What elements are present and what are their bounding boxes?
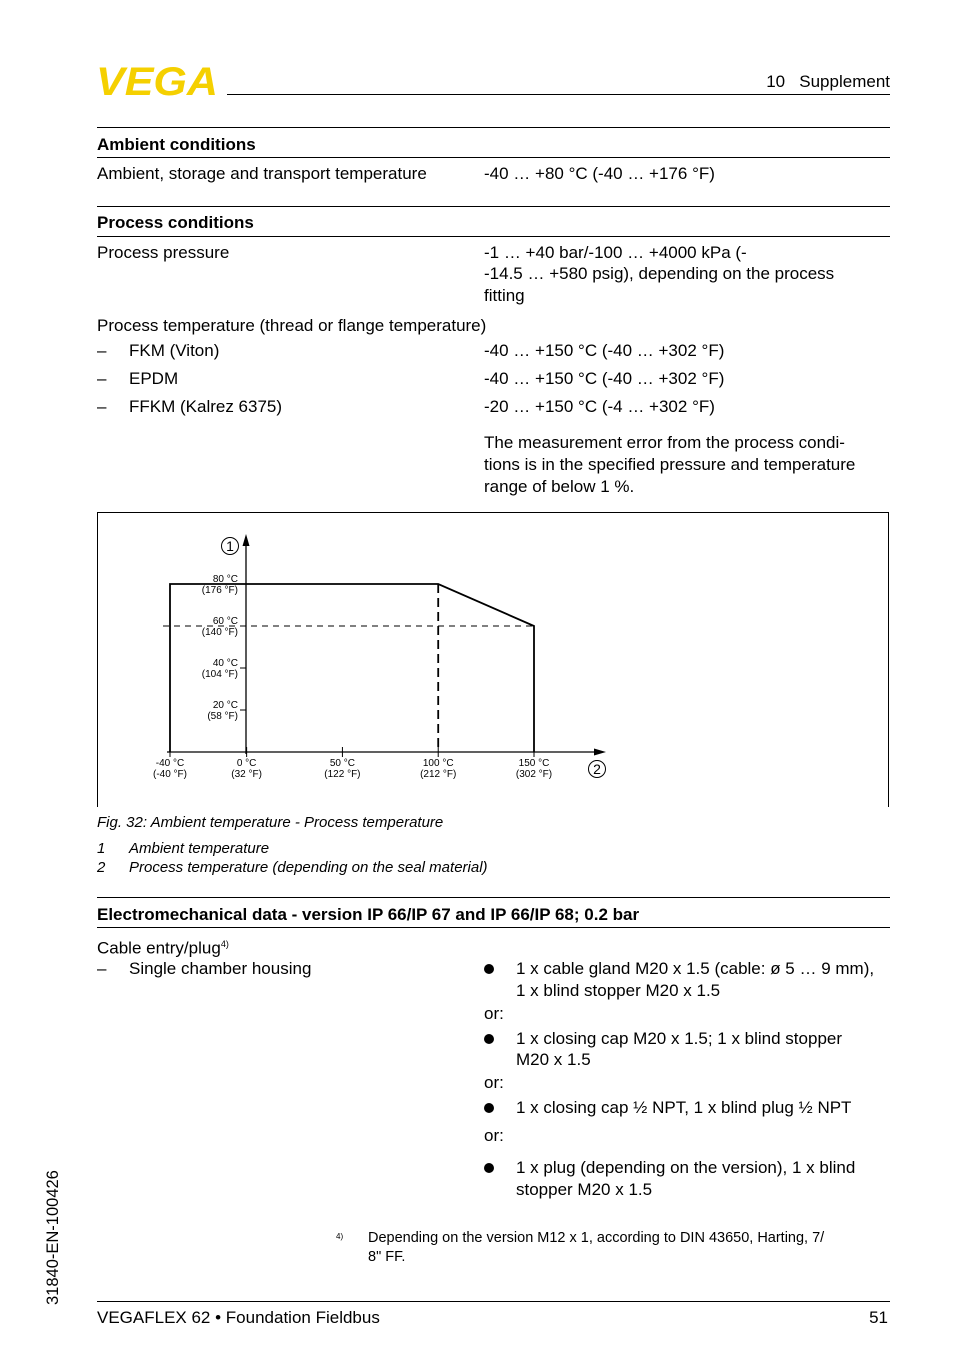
measurement-note-line2: tions is in the specified pressure and temperature bbox=[484, 455, 856, 474]
legend-num-2: 2 bbox=[97, 859, 106, 876]
measurement-note-line1: The measurement error from the process condi- bbox=[484, 433, 845, 452]
x-tick-label-celsius: -40 °C bbox=[155, 758, 185, 769]
cable-entry-label bbox=[97, 933, 229, 960]
y-tick-label-celsius: 20 °C bbox=[212, 700, 238, 711]
pressure-label: Process pressure bbox=[97, 243, 230, 262]
y-tick-label bbox=[178, 616, 238, 638]
x-tick-label-fahrenheit: (32 °F) bbox=[231, 769, 262, 780]
bullet-icon bbox=[484, 1034, 494, 1044]
y-tick-label-fahrenheit: (140 °F) bbox=[201, 627, 238, 638]
option-3-line1: 1 x closing cap ½ NPT, 1 x blind plug ½ NPT bbox=[516, 1098, 852, 1117]
y-tick-label-fahrenheit: (58 °F) bbox=[207, 711, 238, 722]
list-dash: – bbox=[97, 959, 107, 978]
marker-1: 1 bbox=[221, 537, 239, 555]
housing-label: Single chamber housing bbox=[129, 959, 312, 978]
divider bbox=[97, 127, 890, 128]
x-axis-arrow bbox=[594, 749, 606, 756]
chart-axes bbox=[167, 534, 606, 756]
vega-logo bbox=[96, 64, 220, 98]
or-label: or: bbox=[484, 1004, 504, 1023]
ambient-label: Ambient, storage and transport temperature bbox=[97, 164, 427, 183]
bullet-icon bbox=[484, 964, 494, 974]
option-4-line2: stopper M20 x 1.5 bbox=[516, 1180, 653, 1199]
divider bbox=[97, 236, 890, 237]
x-tick-label bbox=[398, 758, 478, 780]
divider bbox=[97, 206, 890, 207]
legend-text-1: Ambient temperature bbox=[129, 840, 270, 857]
x-tick-label-celsius: 0 °C bbox=[236, 758, 257, 769]
measurement-note-line3: range of below 1 %. bbox=[484, 477, 635, 496]
y-tick-label-fahrenheit: (104 °F) bbox=[201, 669, 238, 680]
y-axis-arrow bbox=[243, 534, 250, 546]
section-title: 10 Supplement bbox=[766, 72, 890, 91]
option-1-line1: 1 x cable gland M20 x 1.5 (cable: ø 5 … 9 mm), bbox=[516, 959, 875, 978]
legend-num-1: 1 bbox=[97, 840, 106, 857]
figure-caption: Fig. 32: Ambient temperature - Process temperature bbox=[97, 814, 444, 831]
option-2-line2: M20 x 1.5 bbox=[516, 1050, 591, 1069]
y-tick-label bbox=[178, 574, 238, 596]
x-tick-label-fahrenheit: (302 °F) bbox=[515, 769, 553, 780]
footnote-mark: 4) bbox=[336, 1232, 344, 1241]
x-tick-label bbox=[494, 758, 574, 780]
seal-value-fkm: -40 … +150 °C (-40 … +302 °F) bbox=[484, 341, 725, 360]
seal-value-epdm: -40 … +150 °C (-40 … +302 °F) bbox=[484, 369, 725, 388]
pressure-value-line2: -14.5 … +580 psig), depending on the process bbox=[484, 264, 835, 283]
y-tick-label-celsius: 80 °C bbox=[212, 574, 238, 585]
process-temp-label: Process temperature (thread or flange temperature) bbox=[97, 316, 487, 335]
x-tick-label-celsius: 50 °C bbox=[329, 758, 355, 769]
y-tick-label-celsius: 40 °C bbox=[212, 658, 238, 669]
seal-name-epdm: EPDM bbox=[129, 369, 179, 388]
x-tick-label-celsius: 150 °C bbox=[518, 758, 550, 769]
x-tick-label bbox=[207, 758, 287, 780]
option-2-line1: 1 x closing cap M20 x 1.5; 1 x blind stopper bbox=[516, 1029, 843, 1048]
or-label: or: bbox=[484, 1126, 504, 1145]
footnote-ref: 4) bbox=[220, 939, 229, 949]
footer-doc-title: VEGAFLEX 62 • Foundation Fieldbus bbox=[97, 1308, 380, 1327]
divider bbox=[97, 897, 890, 898]
legend-text-2: Process temperature (depending on the seal material) bbox=[129, 859, 488, 876]
logo-text: VEGA bbox=[96, 64, 218, 98]
seal-name-fkm: FKM (Viton) bbox=[129, 341, 220, 360]
option-4-line1: 1 x plug (depending on the version), 1 x blind bbox=[516, 1158, 856, 1177]
side-document-code: 31840-EN-100426 bbox=[44, 1170, 62, 1305]
x-tick-label-fahrenheit: (122 °F) bbox=[324, 769, 361, 780]
seal-name-ffkm: FFKM (Kalrez 6375) bbox=[129, 397, 283, 416]
footnote-line1: Depending on the version M12 x 1, according to DIN 43650, Harting, 7/ bbox=[368, 1230, 825, 1246]
list-dash: – bbox=[97, 341, 107, 360]
marker-2: 2 bbox=[588, 760, 606, 778]
divider bbox=[97, 157, 890, 158]
list-dash: – bbox=[97, 397, 107, 416]
bullet-icon bbox=[484, 1163, 494, 1173]
header-rule bbox=[227, 94, 890, 95]
process-heading: Process conditions bbox=[97, 213, 254, 232]
footer-rule bbox=[97, 1301, 890, 1302]
bullet-icon bbox=[484, 1103, 494, 1113]
x-tick-label-fahrenheit: (212 °F) bbox=[420, 769, 457, 780]
x-tick-label bbox=[130, 758, 210, 780]
seal-value-ffkm: -20 … +150 °C (-4 … +302 °F) bbox=[484, 397, 715, 416]
footnote-line2: 8" FF. bbox=[368, 1249, 406, 1265]
ambient-value: -40 … +80 °C (-40 … +176 °F) bbox=[484, 164, 715, 183]
option-1-line2: 1 x blind stopper M20 x 1.5 bbox=[516, 981, 721, 1000]
divider bbox=[97, 927, 890, 928]
or-label: or: bbox=[484, 1073, 504, 1092]
electro-heading: Electromechanical data - version IP 66/IP 67 and IP 66/IP 68; 0.2 bar bbox=[97, 905, 640, 924]
x-tick-label-celsius: 100 °C bbox=[422, 758, 454, 769]
x-tick-label bbox=[302, 758, 382, 780]
page-number: 51 bbox=[869, 1308, 888, 1327]
ambient-heading: Ambient conditions bbox=[97, 135, 256, 154]
y-tick-label-celsius: 60 °C bbox=[212, 616, 238, 627]
y-tick-label-fahrenheit: (176 °F) bbox=[201, 585, 238, 596]
y-tick-label bbox=[178, 700, 238, 722]
y-tick-label bbox=[178, 658, 238, 680]
x-tick-label-fahrenheit: (-40 °F) bbox=[153, 769, 187, 780]
pressure-value-line3: fitting bbox=[484, 286, 525, 305]
list-dash: – bbox=[97, 369, 107, 388]
pressure-value-line1: -1 … +40 bar/-100 … +4000 kPa (- bbox=[484, 243, 747, 262]
cable-entry-text: Cable entry/plug bbox=[97, 938, 221, 958]
